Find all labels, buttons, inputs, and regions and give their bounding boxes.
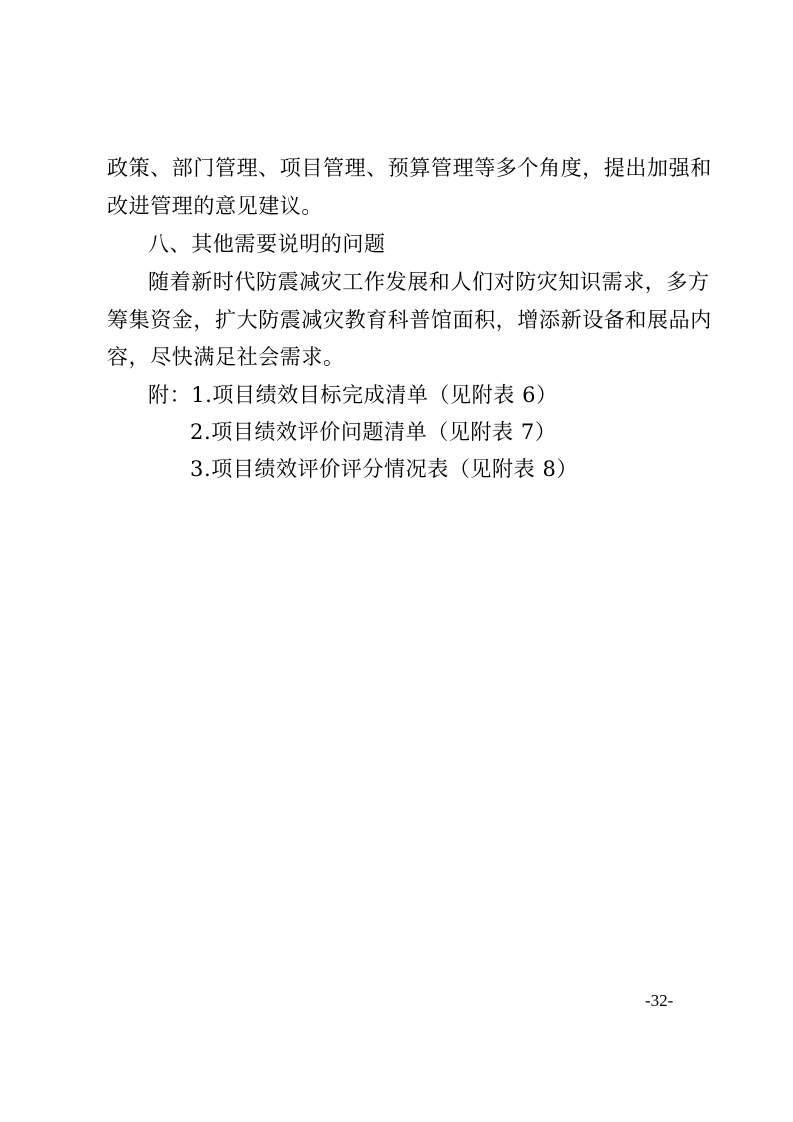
paragraph-line: 容，尽快满足社会需求。 bbox=[107, 345, 345, 369]
attachment-item: 附：1.项目绩效目标完成清单（见附表 6） bbox=[148, 383, 558, 407]
paragraph-line: 改进管理的意见建议。 bbox=[107, 194, 323, 218]
paragraph-line: 政策、部门管理、项目管理、预算管理等多个角度，提出加强和 bbox=[107, 156, 712, 180]
attachment-item: 2.项目绩效评价问题清单（见附表 7） bbox=[190, 420, 557, 444]
page-number: -32- bbox=[645, 991, 674, 1010]
attachment-item: 3.项目绩效评价评分情况表（见附表 8） bbox=[190, 457, 579, 481]
paragraph-line: 筹集资金，扩大防震减灾教育科普馆面积，增添新设备和展品内 bbox=[107, 308, 712, 332]
section-heading: 八、其他需要说明的问题 bbox=[148, 232, 386, 256]
paragraph-line: 随着新时代防震减灾工作发展和人们对防灾知识需求，多方 bbox=[148, 270, 710, 294]
